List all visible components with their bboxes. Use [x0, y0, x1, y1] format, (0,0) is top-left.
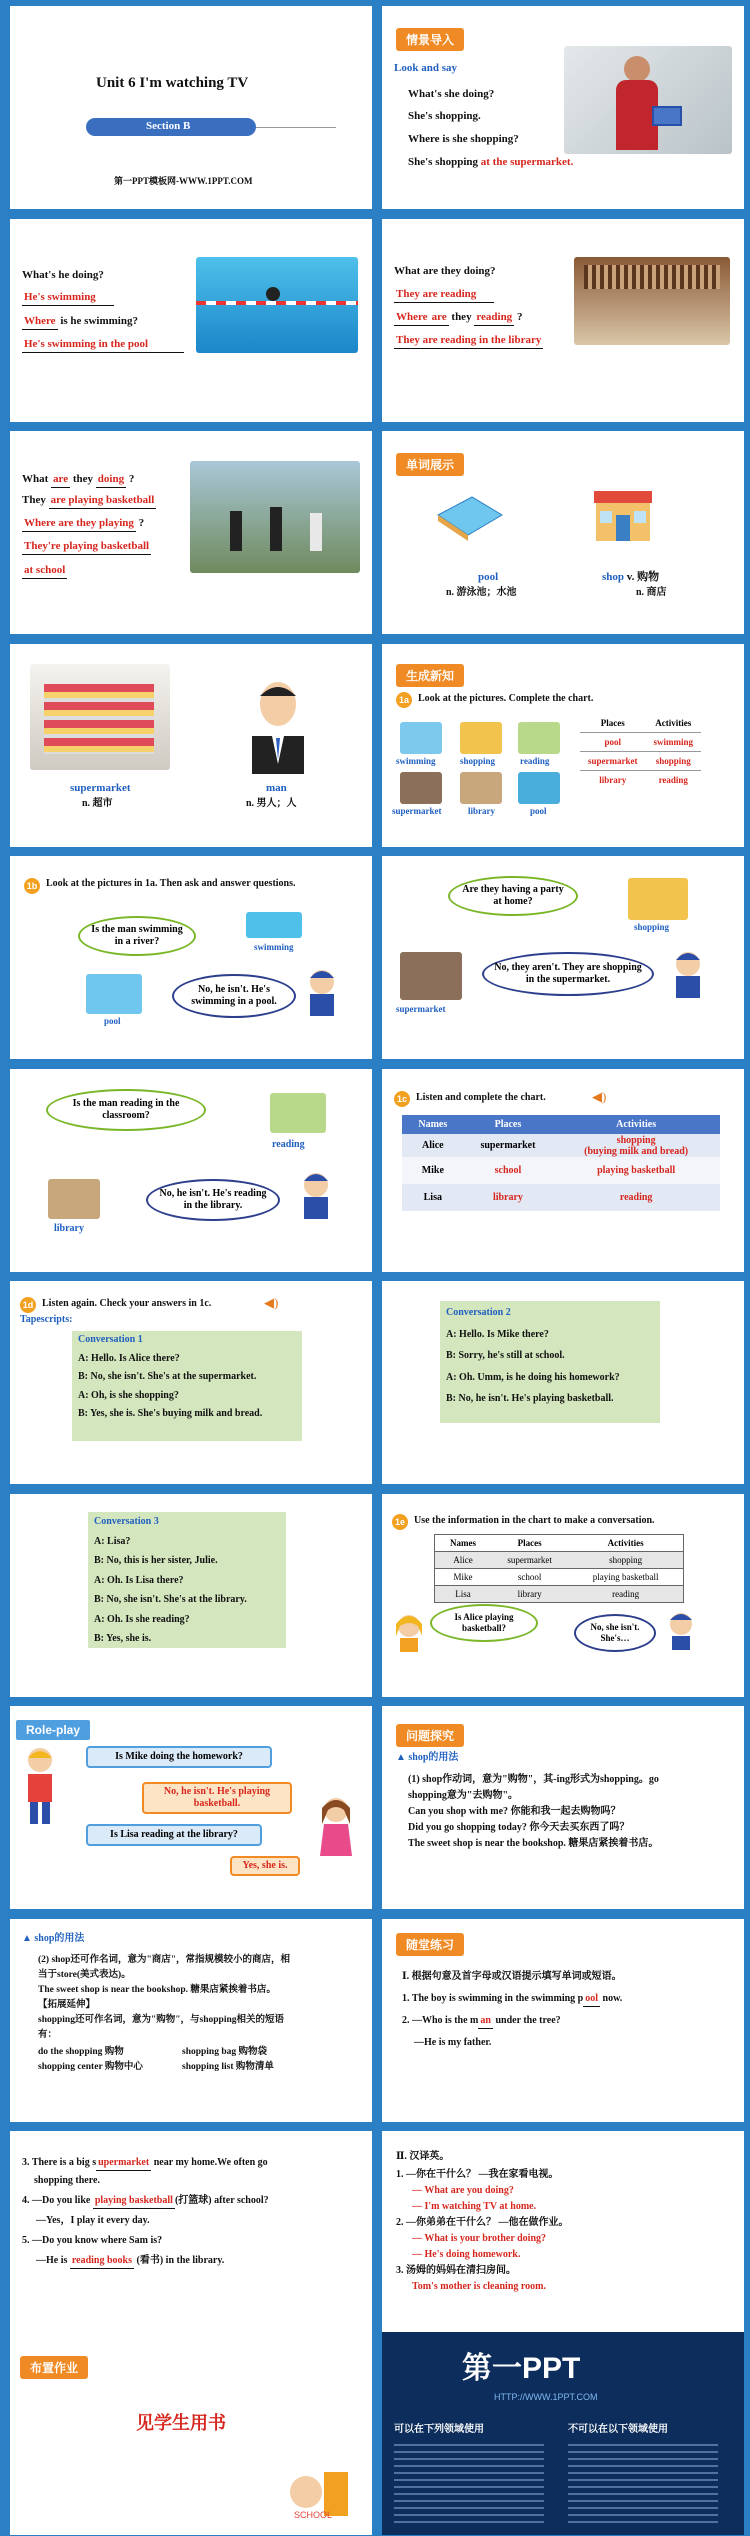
p5: shopping还可作名词，意为"购物"，与shopping相关的短语	[38, 2015, 284, 2025]
l4: They're playing basketball	[22, 540, 151, 555]
slide-1b-2	[378, 856, 744, 1059]
p2: 当于store(美式表达)。	[38, 1970, 131, 1980]
section-label: Section B	[146, 120, 191, 132]
swimming-pic	[246, 912, 302, 938]
library-pic	[48, 1179, 100, 1219]
slide-title	[6, 6, 372, 209]
right-title: 不可以在以下领域使用	[568, 2424, 668, 2435]
supermarket-def: n. 超市	[82, 798, 113, 809]
num-1d: 1d	[20, 1297, 36, 1313]
swimming-photo	[196, 257, 358, 353]
man-icon	[238, 674, 318, 774]
l5: —He is reading books (看书) in the library.	[36, 2255, 224, 2269]
p4: Did you go shopping today? 你今天去买东西了吗？	[408, 1822, 630, 1833]
library-photo	[574, 257, 730, 345]
boy-icon	[302, 966, 342, 1016]
basketball-photo	[190, 461, 360, 573]
brand-logo: 第一PPT	[462, 2352, 581, 2385]
watermark: 第一PPT模板网-WWW.1PPT.COM	[114, 176, 253, 186]
shop-icon	[590, 481, 656, 543]
q2: Whereare they reading ?	[394, 311, 522, 326]
look-say: Look and say	[394, 62, 457, 74]
conv1-title: Conversation 1	[78, 1334, 143, 1345]
l1: 3. There is a big s upermarket near my home.We often go	[22, 2157, 268, 2171]
translate-head: Ⅱ. 汉译英。	[396, 2151, 450, 2162]
supermarket-word: supermarket	[70, 782, 131, 794]
pool-pic	[518, 772, 560, 804]
p5: The sweet shop is near the bookshop. 糖果店紧挨着书店。	[408, 1838, 659, 1849]
speaker-icon[interactable]: ◀)	[264, 1295, 279, 1310]
slide-practice-2	[6, 2131, 372, 2334]
lbl-reading: reading	[272, 1139, 305, 1150]
ans: He's swimming	[22, 291, 114, 306]
man-word: man	[266, 782, 287, 794]
q1: What's she doing?	[408, 88, 495, 100]
l2: 2. —你弟弟在干什么？ —他在做作业。	[396, 2217, 569, 2228]
slide-explore	[378, 1706, 744, 1909]
swimming-pic	[400, 722, 442, 754]
slide-homework	[6, 2332, 372, 2535]
chart-1c: Names Places Activities Alice supermarket shopping (buying milk and bread) Mike school playing basketball Lisa library reading	[402, 1115, 720, 1211]
a4: — He's doing homework.	[412, 2249, 521, 2260]
slide-vocab-1	[378, 431, 744, 634]
p3: Can you shop with me? 你能和我一起去购物吗？	[408, 1806, 621, 1817]
q: What's he doing?	[22, 269, 104, 281]
phrase-4: shopping list 购物清单	[182, 2062, 274, 2072]
conv3-box: Conversation 3 A: Lisa? B: No, this is her sister, Julie. A: Oh. Is Lisa there? B: No, she isn't. She's at the library. A: Oh. Is she reading? B: Yes, she is.	[88, 1512, 286, 1648]
bubble-q: Is the man swimming in a river?	[78, 916, 196, 956]
lbl-shopping: shopping	[460, 756, 496, 766]
ans3: He's swimming in the pool	[22, 338, 184, 353]
brand-url[interactable]: HTTP://WWW.1PPT.COM	[494, 2392, 598, 2402]
slide-conv3	[6, 1494, 372, 1697]
practice-head: Ⅰ. 根据句意及首字母或汉语提示填写单词或短语。	[402, 1971, 622, 1982]
tag-vocab: 单词展示	[396, 453, 464, 476]
pool-def: n. 游泳池；水池	[446, 587, 517, 598]
num-1a: 1a	[396, 692, 412, 708]
left-list	[394, 2444, 544, 2524]
pool-pic	[86, 974, 142, 1014]
tag-explore: 问题探究	[396, 1724, 464, 1747]
lbl-swimming: swimming	[396, 756, 436, 766]
tag-intro: 情景导入	[396, 28, 464, 51]
p3: The sweet shop is near the bookshop. 糖果店紧挨着书店。	[38, 1985, 276, 1995]
chart-1a: Places Activities pool swimming supermarket shopping library reading	[580, 714, 701, 789]
conv2-title: Conversation 2	[446, 1307, 511, 1318]
a3: — What is your brother doing?	[412, 2233, 547, 2244]
tapescripts: Tapescripts:	[20, 1314, 73, 1325]
l1b: shopping there.	[34, 2175, 100, 2186]
l4: 5. —Do you know where Sam is?	[22, 2235, 163, 2246]
lbl-shopping: shopping	[634, 922, 670, 932]
q2: Where is he swimming?	[22, 315, 138, 330]
num-1c: 1c	[394, 1091, 410, 1107]
tag-new: 生成新知	[396, 664, 464, 687]
slide-1a	[378, 644, 744, 847]
conv3-title: Conversation 3	[94, 1516, 159, 1527]
divider	[256, 127, 336, 128]
instr-1d: Listen again. Check your answers in 1c.	[42, 1298, 212, 1309]
bubble-q: Is Alice playing basketball?	[430, 1604, 538, 1642]
supermarket-pic	[400, 952, 462, 1000]
slide-translate	[378, 2131, 744, 2334]
p6: 有：	[38, 2030, 58, 2040]
right-list	[568, 2444, 718, 2524]
phrase-3: shopping center 购物中心	[38, 2062, 143, 2072]
conv1-box: Conversation 1 A: Hello. Is Alice there? B: No, she isn't. She's at the supermarket. A: Oh, is she shopping? B: Yes, she is. She's buying milk and bread.	[72, 1331, 302, 1441]
shop-head: ▲ shop的用法	[22, 1933, 85, 1944]
pool-word: pool	[478, 571, 499, 583]
slide-1b-3	[6, 1069, 372, 1272]
instr-1b: Look at the pictures in 1a. Then ask and answer questions.	[46, 878, 296, 889]
a5: Tom's mother is cleaning room.	[412, 2281, 546, 2292]
reading-pic	[518, 722, 560, 754]
a1: She's shopping.	[408, 110, 481, 122]
shop-def2: n. 商店	[636, 587, 667, 598]
slide-1b	[6, 856, 372, 1059]
shopping-pic	[460, 722, 502, 754]
instr-1c: Listen and complete the chart.	[416, 1092, 546, 1103]
slide-roleplay	[6, 1706, 372, 1909]
bubble-a: No, she isn't. She's…	[574, 1614, 656, 1652]
l1: 1. The boy is swimming in the swimming p ool now.	[402, 1993, 622, 2007]
bubble-q: Is the man reading in the classroom?	[46, 1089, 206, 1131]
boy-icon	[20, 1746, 60, 1826]
bubble-1: Is Mike doing the homework?	[86, 1746, 272, 1768]
explore-head: ▲ shop的用法	[396, 1752, 459, 1763]
left-title: 可以在下列领域使用	[394, 2424, 484, 2435]
shop-word: shop v. 购物	[602, 571, 660, 583]
slide-vocab-2	[6, 644, 372, 847]
school-icon	[284, 2452, 354, 2522]
num-1e: 1e	[392, 1514, 408, 1530]
slide-swimming	[6, 219, 372, 422]
l3: —Yes，I play it every day.	[36, 2215, 150, 2226]
svg-text:SCHOOL: SCHOOL	[294, 2510, 333, 2520]
tag-roleplay: Role-play	[16, 1720, 90, 1740]
instr-1a: Look at the pictures. Complete the chart.	[418, 693, 594, 704]
l2: 4. —Do you like playing basketball (打篮球) after school?	[22, 2195, 269, 2209]
bubble-a: No, he isn't. He's reading in the library.	[146, 1179, 280, 1221]
homework-body: 见学生用书	[136, 2413, 226, 2433]
lbl-supermarket: supermarket	[392, 806, 442, 816]
shopping-woman-photo	[564, 46, 732, 154]
l1: 1. —你在干什么？ —我在家看电视。	[396, 2169, 559, 2180]
slide-basketball	[6, 431, 372, 634]
a2: — I'm watching TV at home.	[412, 2201, 537, 2212]
boy-icon	[296, 1169, 336, 1219]
lbl-reading: reading	[520, 756, 550, 766]
boy-icon	[668, 948, 708, 998]
ans: They are reading	[394, 288, 494, 303]
supermarket-pic	[400, 772, 442, 804]
shopping-pic	[628, 878, 688, 920]
bubble-q: Are they having a party at home?	[448, 876, 578, 916]
lbl-library: library	[468, 806, 495, 816]
chart-1e: Names Places Activities Alice supermarket shopping Mike school playing basketball Lisa library reading	[434, 1534, 684, 1603]
l3: —He is my father.	[414, 2037, 492, 2048]
q2: Where is she shopping?	[408, 133, 519, 145]
girl-icon	[392, 1612, 426, 1652]
library-pic	[460, 772, 502, 804]
unit-title: Unit 6 I'm watching TV	[96, 75, 249, 91]
slide-1e	[378, 1494, 744, 1697]
boy-icon	[664, 1610, 698, 1650]
speaker-icon[interactable]: ◀)	[592, 1089, 607, 1104]
slide-conv2	[378, 1281, 744, 1484]
l5: at school	[22, 564, 67, 579]
tag-homework: 布置作业	[20, 2356, 88, 2379]
conv2-box: Conversation 2 A: Hello. Is Mike there? B: Sorry, he's still at school. A: Oh. Umm, is he doing his homework? B: No, he isn't. He's playing basketball.	[440, 1301, 660, 1423]
instr-1e: Use the information in the chart to make a conversation.	[414, 1515, 655, 1526]
slide-1d	[6, 1281, 372, 1484]
slide-reading	[378, 219, 744, 422]
p4: 【拓展延伸】	[38, 2000, 96, 2010]
pool-icon	[432, 485, 504, 541]
man-def: n. 男人；人	[246, 798, 297, 809]
tag-practice: 随堂练习	[396, 1933, 464, 1956]
slide-intro	[378, 6, 744, 209]
phrase-2: shopping bag 购物袋	[182, 2047, 268, 2057]
lbl-pool: pool	[104, 1016, 121, 1026]
lbl-supermarket: supermarket	[396, 1004, 446, 1014]
bubble-4: Yes, she is.	[230, 1856, 300, 1876]
p1: (1) shop作动词，意为"购物"，其-ing形式为shopping。go	[408, 1774, 659, 1785]
slide-shop-noun	[6, 1919, 372, 2122]
p1: (2) shop还可作名词，意为"商店"，常指规模较小的商店，相	[38, 1955, 291, 1965]
slide-brand	[378, 2332, 744, 2535]
l2: 2. —Who is the m an under the tree?	[402, 2015, 561, 2029]
phrase-1: do the shopping 购物	[38, 2047, 124, 2057]
lbl-library: library	[54, 1223, 84, 1234]
bubble-3: Is Lisa reading at the library?	[86, 1824, 262, 1846]
reading-pic	[270, 1093, 326, 1133]
girl-icon	[316, 1796, 356, 1876]
bubble-a: No, they aren't. They are shopping in the supermarket.	[482, 952, 654, 996]
l3: Where are they playing ?	[22, 517, 144, 532]
a2: She's shopping at the supermarket.	[408, 156, 574, 168]
l3: 3. 汤姆的妈妈在清扫房间。	[396, 2265, 516, 2276]
l1: What are they doing ?	[22, 473, 134, 488]
l2: They are playing basketball	[22, 494, 156, 509]
supermarket-photo	[30, 664, 170, 770]
q: What are they doing?	[394, 265, 496, 277]
slide-practice	[378, 1919, 744, 2122]
bubble-a: No, he isn't. He's swimming in a pool.	[172, 974, 296, 1018]
slide-1c	[378, 1069, 744, 1272]
ans3: They are reading in the library	[394, 334, 543, 349]
p2: shopping意为"去购物"。	[408, 1790, 519, 1801]
a1: — What are you doing?	[412, 2185, 514, 2196]
lbl-pool: pool	[530, 806, 547, 816]
bubble-2: No, he isn't. He's playing basketball.	[142, 1782, 292, 1814]
lbl-swimming: swimming	[254, 942, 294, 952]
num-1b: 1b	[24, 878, 40, 894]
